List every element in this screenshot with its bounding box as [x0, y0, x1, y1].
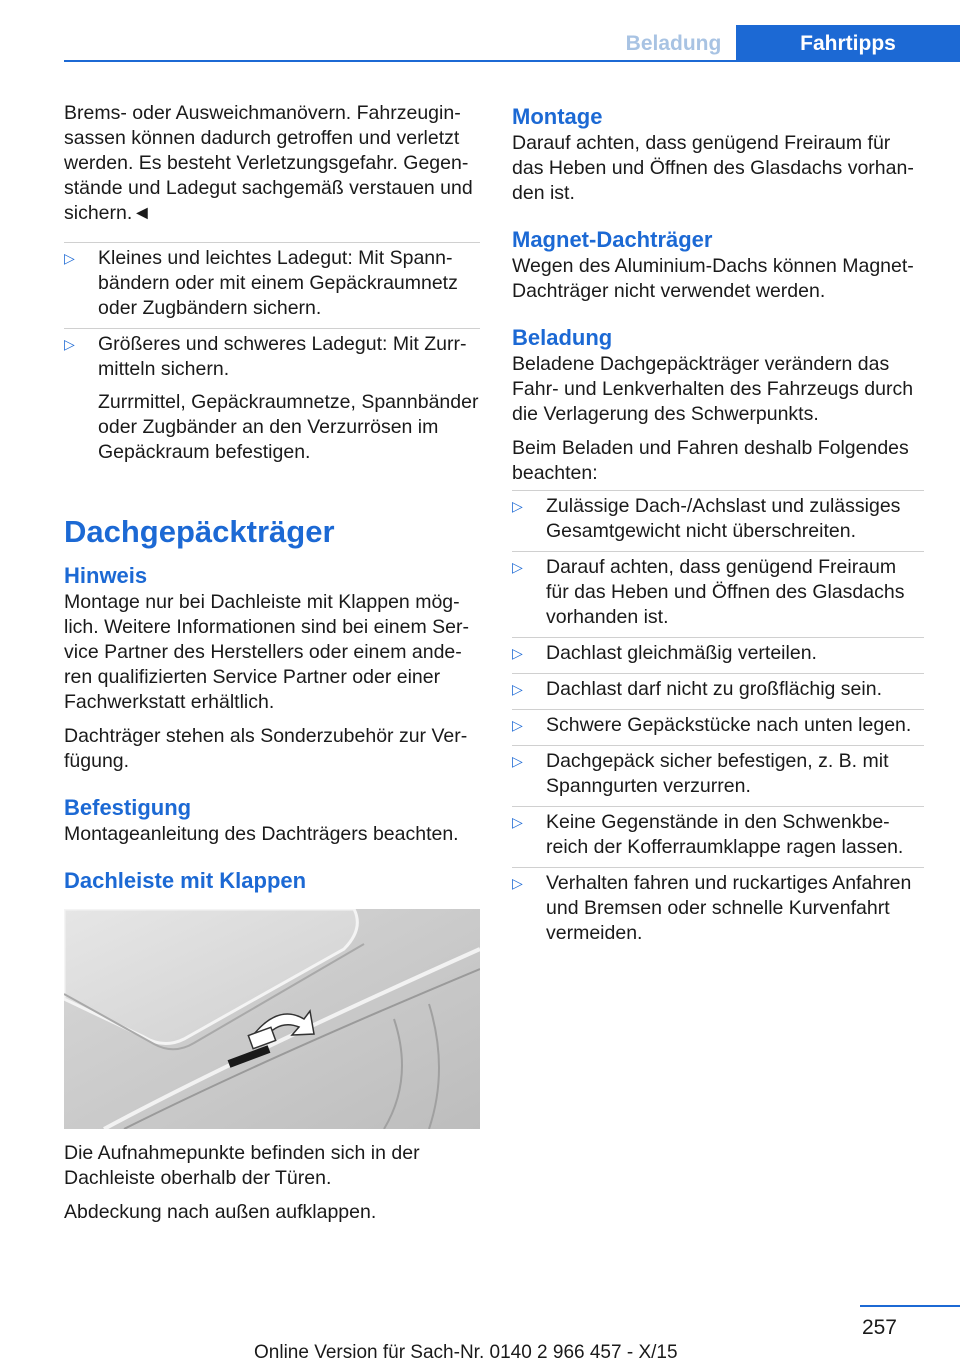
list-item-text: Größeres und schweres Ladegut: Mit Zurrmitteln sichern. [98, 333, 467, 380]
triangle-right-icon: ▷ [512, 875, 523, 891]
list-item [64, 328, 480, 472]
list-item-text: Dachlast gleichmäßig verteilen. [546, 642, 817, 664]
footer-divider [860, 1305, 960, 1307]
hinweis-paragraph-2: Dachträger stehen als Sonderzubehör zur Verfügung. [64, 725, 468, 772]
triangle-right-icon: ▷ [512, 717, 523, 733]
left-column [64, 101, 480, 1234]
list-item-text: Zulässige Dach-/Achslast und zulässiges Gesamtgewicht nicht überschreiten. [546, 495, 901, 542]
magnet-paragraph: Wegen des Aluminium-Dachs können Magnet-Dachträger nicht verwendet werden. [512, 255, 914, 302]
cargo-list [64, 242, 480, 472]
montage-heading: Montage [512, 104, 603, 129]
list-item-subtext: Zurrmittel, Gepäckraumnetze, Spannbänder oder Zugbänder an den Verzurrösen im Gepäckraum befestigen. [98, 391, 479, 463]
beladung-paragraph-2: Beim Beladen und Fahren deshalb Folgendes beachten: [512, 437, 909, 484]
list-item-text: Schwere Gepäckstücke nach unten legen. [546, 714, 912, 736]
right-column [512, 101, 924, 953]
list-item [512, 709, 924, 745]
list-item [512, 551, 924, 637]
list-item-text: Keine Gegenstände in den Schwenkbereich der Kofferraumklappe ragen lassen. [546, 811, 904, 858]
intro-paragraph: Brems- oder Ausweichmanövern. Fahrzeuginsassen können dadurch getroffen und verletzt werden. Es besteht Verletzungsgefahr. Gegenstände und Ladegut sachgemäß verstauen und sichern.◄ [64, 102, 473, 224]
magnet-heading: Magnet-Dachträger [512, 227, 713, 252]
list-item-text: Dachlast darf nicht zu großflächig sein. [546, 678, 882, 700]
triangle-right-icon: ▷ [512, 681, 523, 697]
befestigung-paragraph: Montageanleitung des Dachträgers beachten. [64, 823, 459, 845]
triangle-right-icon: ▷ [512, 753, 523, 769]
triangle-right-icon: ▷ [512, 559, 523, 575]
triangle-right-icon: ▷ [512, 645, 523, 661]
roof-rail-image [64, 909, 480, 1129]
caption-paragraph: Die Aufnahmepunkte befinden sich in der Dachleiste oberhalb der Türen. [64, 1142, 420, 1189]
header-tabs [611, 25, 960, 62]
triangle-right-icon: ▷ [64, 336, 75, 352]
befestigung-heading: Befestigung [64, 795, 192, 820]
list-item-text: Kleines und leichtes Ladegut: Mit Spannbändern oder mit einem Gepäckraumnetz oder Zugbändern sichern. [98, 247, 458, 319]
list-item [512, 637, 924, 673]
tab-fahrtipps[interactable]: Fahrtipps [736, 25, 960, 62]
montage-paragraph: Darauf achten, dass genügend Freiraum für das Heben und Öffnen des Glasdachs vorhanden ist. [512, 132, 914, 204]
list-item [64, 243, 480, 328]
hinweis-paragraph: Montage nur bei Dachleiste mit Klappen möglich. Weitere Informationen sind bei einem Service Partner des Herstellers oder einem anderen qualifizierten Service Partner oder einer Fachwerkstatt erhältlich. [64, 591, 470, 713]
list-item [512, 806, 924, 867]
triangle-right-icon: ▷ [512, 814, 523, 830]
header-divider [64, 60, 960, 62]
triangle-right-icon: ▷ [512, 498, 523, 514]
triangle-right-icon: ▷ [64, 250, 75, 266]
section-title: Dachgepäckträger [64, 514, 335, 549]
klappen-heading: Dachleiste mit Klappen [64, 868, 307, 893]
tab-beladung[interactable]: Beladung [625, 32, 722, 55]
list-item [512, 745, 924, 806]
list-item-text: Dachgepäck sicher befestigen, z. B. mit Spanngurten verzurren. [546, 750, 889, 797]
list-item-text: Darauf achten, dass genügend Freiraum für das Heben und Öffnen des Glasdachs vorhanden ist. [546, 556, 905, 628]
beladung-heading: Beladung [512, 325, 613, 350]
roof-load-list [512, 490, 924, 953]
hinweis-heading: Hinweis [64, 563, 148, 588]
page-number: 257 [861, 1316, 897, 1339]
caption-paragraph-2: Abdeckung nach außen aufklappen. [64, 1201, 377, 1223]
online-version-note: Online Version für Sach-Nr. 0140 2 966 457 - X/15 [254, 1342, 678, 1363]
list-item [512, 491, 924, 551]
beladung-paragraph: Beladene Dachgepäckträger verändern das Fahr- und Lenkverhalten des Fahrzeugs durch die Verlagerung des Schwerpunkts. [512, 353, 914, 425]
list-item [512, 673, 924, 709]
list-item [512, 867, 924, 953]
list-item-text: Verhalten fahren und ruckartiges Anfahren und Bremsen oder schnelle Kurvenfahrt vermeiden. [546, 872, 912, 944]
